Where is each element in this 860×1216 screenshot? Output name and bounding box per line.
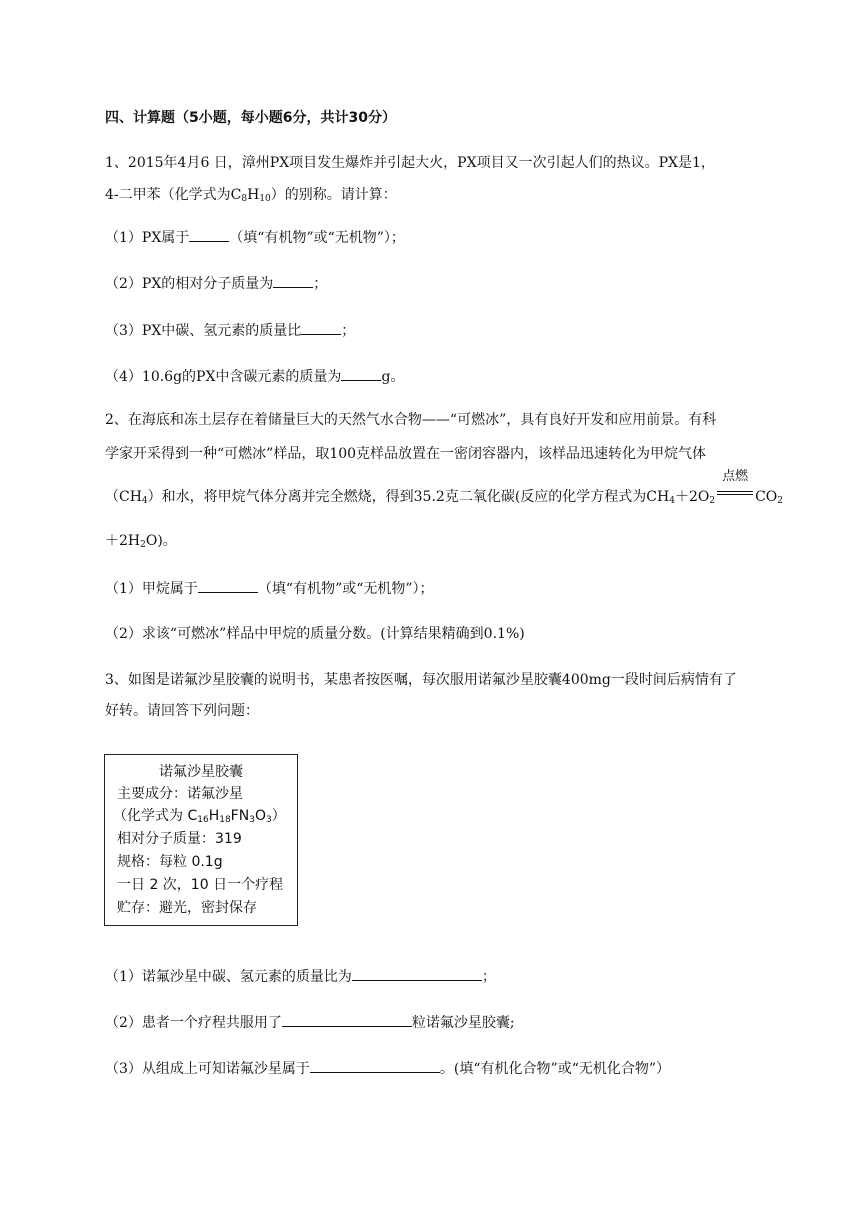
drug-label-storage: 贮存：避光，密封保存	[117, 900, 257, 916]
answer-blank[interactable]	[198, 578, 258, 593]
q2-part-2: （2）求该“可燃冰”样品中甲烷的质量分数。(计算结果精确到0.1%)	[105, 626, 525, 642]
q2-line-1: 2、在海底和冻土层存在着储量巨大的天然气水合物——“可燃冰”，具有良好开发和应用前景。有科	[105, 412, 717, 428]
q2-line-2: 学家开采得到一种“可燃冰”样品，取100克样品放置在一密闭容器内，该样品迅速转化为甲烷气体	[105, 446, 707, 462]
q1-part-1: （1）PX属于 （填“有机物”或“无机物”）；	[105, 227, 405, 248]
q3-part-2: （2）患者一个疗程共服用了 粒诺氟沙星胶囊;	[105, 1012, 515, 1033]
answer-blank[interactable]	[273, 273, 313, 288]
q3-line-2: 好转。请回答下列问题：	[105, 703, 259, 719]
answer-blank[interactable]	[282, 1012, 412, 1027]
q3-part-3: （3）从组成上可知诺氟沙星属于 。(填“有机化合物”或“无机化合物”）	[105, 1058, 670, 1079]
q1-part-3: （3）PX中碳、氢元素的质量比 ；	[105, 320, 355, 341]
drug-label-formula: （化学式为 $C_{16}H_{18}FN_3O_3$）	[113, 808, 286, 825]
q1-part-2: （2）PX的相对分子质量为 ；	[105, 273, 327, 294]
drug-label-mass: 相对分子质量：319	[117, 831, 242, 847]
q1-line-1: 1、2015年4月6 日，漳州PX项目发生爆炸并引起大火，PX项目又一次引起人们的热议。PX是1，	[105, 155, 715, 171]
q3-part-1: （1）诺氟沙星中碳、氢元素的质量比为 ；	[105, 966, 496, 987]
drug-label	[104, 754, 298, 926]
q2-line-4: $+2H_2O$)。	[105, 533, 177, 550]
drug-label-title: 诺氟沙星胶囊	[159, 764, 243, 780]
q2-part-1: （1）甲烷属于 （填“有机物”或“无机物”）；	[105, 578, 434, 599]
answer-blank[interactable]	[189, 227, 229, 242]
answer-blank[interactable]	[301, 320, 341, 335]
drug-label-dosage: 一日 2 次，10 日一个疗程	[117, 877, 284, 893]
q1-part-4: （4）10.6g的PX中含碳元素的质量为 g。	[105, 366, 404, 387]
drug-label-ingredient: 主要成分：诺氟沙星	[117, 786, 243, 802]
section-title: 四、计算题（5小题，每小题6分，共计30分）	[105, 110, 396, 126]
answer-blank[interactable]	[352, 966, 482, 981]
q2-line-3: $(CH_4)$和水，将甲烷气体分离并完全燃烧，得到35.2克二氧化碳(反应的化学方程式为$CH_4+2O_2$ 点燃 $CO_2$	[105, 469, 784, 506]
q3-line-1: 3、如图是诺氟沙星胶囊的说明书，某患者按医嘱，每次服用诺氟沙星胶囊400mg一段时间后病情有了	[105, 672, 737, 688]
reaction-condition: 点燃	[715, 485, 755, 501]
answer-blank[interactable]	[310, 1058, 440, 1073]
q1-line-2: 4-二甲苯（化学式为$C_8H_{10}$）的别称。请计算：	[105, 187, 397, 204]
drug-label-spec: 规格：每粒 0.1g	[117, 854, 223, 870]
answer-blank[interactable]	[341, 366, 381, 381]
